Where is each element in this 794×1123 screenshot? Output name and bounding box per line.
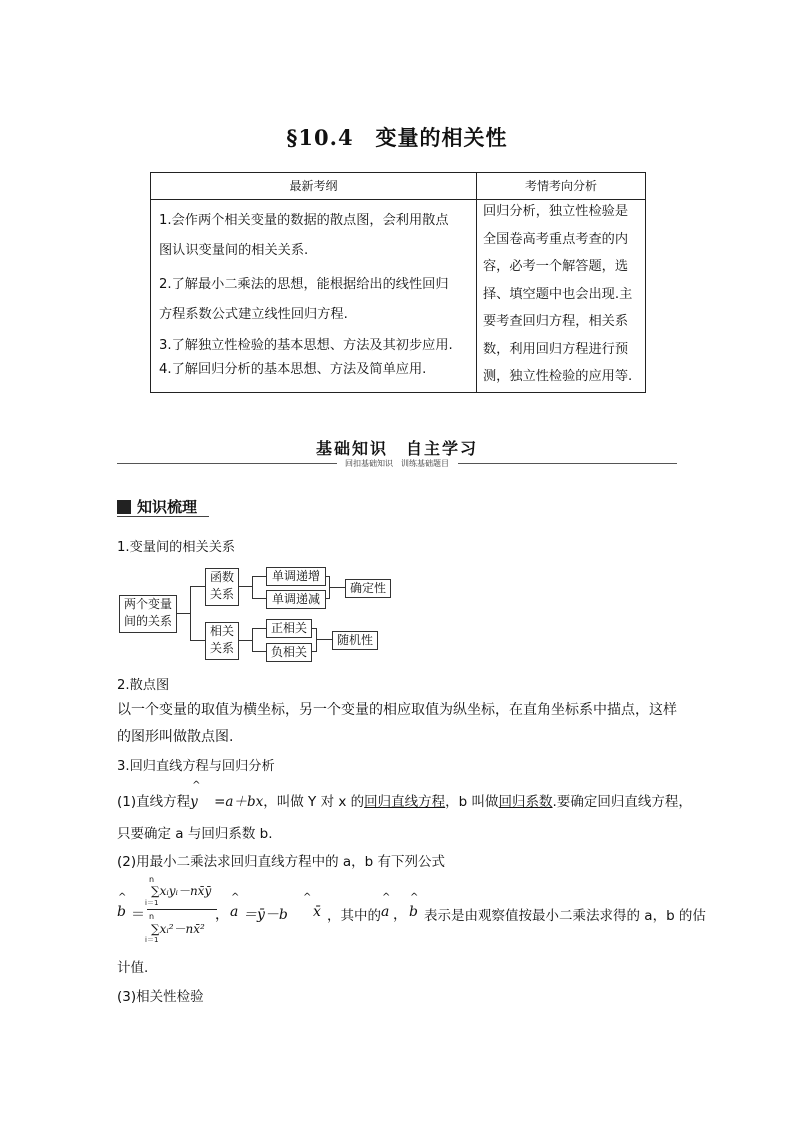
diagram-negative-correlation: 负相关 xyxy=(266,643,312,662)
table-header-outline: 最新考纲 xyxy=(289,179,338,193)
least-squares-formula xyxy=(117,874,706,944)
fraction-bar xyxy=(147,909,217,910)
diagram-connector xyxy=(190,640,205,641)
sum-lower: i＝1 xyxy=(145,936,159,944)
fraction-denominator: ∑xᵢ²－nx̄² xyxy=(151,922,205,936)
punctuation: ， xyxy=(393,907,407,923)
text-run: ，b 叫做 xyxy=(445,794,499,810)
section-subtitle-text: 回扣基础知识 训练基础题目 xyxy=(339,459,455,468)
sum-upper: n xyxy=(149,875,155,884)
subsection-heading: 3.回归直线方程与回归分析 xyxy=(117,759,275,774)
underlined-term: 回归直线方程 xyxy=(364,794,446,810)
diagram-node-line: 关系 xyxy=(209,641,234,655)
diagram-node-line: 函数 xyxy=(209,570,234,584)
outline-item: 图认识变量间的相关关系. xyxy=(159,243,309,258)
math-var: a xyxy=(381,904,390,920)
paragraph-regression-line xyxy=(117,780,692,810)
outline-item: 方程系数公式建立线性回归方程. xyxy=(159,307,348,322)
analysis-line: 全国卷高考重点考查的内 xyxy=(483,231,629,247)
math-expression: =a＋bx xyxy=(214,794,264,810)
sum-lower: i＝1 xyxy=(145,899,159,907)
analysis-line: 容，必考一个解答题，选 xyxy=(483,259,629,274)
subsection-heading: 1.变量间的相关关系 xyxy=(117,540,236,555)
diagram-connector xyxy=(190,586,205,587)
paragraph-line: 的图形叫做散点图. xyxy=(117,729,234,745)
diagram-connector xyxy=(252,576,266,577)
knowledge-header-label: 知识梳理 xyxy=(137,498,198,516)
table-divider xyxy=(476,173,477,392)
underlined-term: 回归系数 xyxy=(498,794,553,810)
outline-table xyxy=(150,172,646,393)
diagram-correlation-relation xyxy=(205,622,239,660)
hat-mark: ^ xyxy=(118,892,127,903)
paragraph-line: (3)相关性检验 xyxy=(117,989,204,1005)
diagram-root xyxy=(119,595,177,633)
diagram-random: 随机性 xyxy=(332,631,378,650)
diagram-connector xyxy=(317,639,332,640)
text-run: (1)直线方程 xyxy=(117,794,191,810)
diagram-connector xyxy=(252,628,266,629)
hat-mark: ^ xyxy=(382,892,391,903)
knowledge-header-rule xyxy=(117,516,209,517)
diagram-function-relation xyxy=(205,568,239,606)
hat-mark: ^ xyxy=(410,892,419,903)
section-title: 基础知识 自主学习 xyxy=(315,439,478,458)
fraction-numerator: ∑xᵢyᵢ－nx̄ȳ xyxy=(151,884,212,898)
math-var: b xyxy=(409,904,418,920)
section-subtitle xyxy=(0,458,794,469)
outline-item: 2.了解最小二乘法的思想，能根据给出的线性回归 xyxy=(159,277,449,292)
outline-item: 4.了解回归分析的基本思想、方法及简单应用. xyxy=(159,362,427,377)
analysis-line: 数，利用回归方程进行预 xyxy=(483,341,629,357)
diagram-connector xyxy=(238,586,252,587)
paragraph-line: 以一个变量的取值为横坐标，另一个变量的相应取值为纵坐标，在直角坐标系中描点，这样 xyxy=(117,702,677,718)
diagram-positive-correlation: 正相关 xyxy=(266,619,312,638)
math-var: b xyxy=(117,904,126,920)
knowledge-header xyxy=(117,496,197,517)
diagram-connector xyxy=(330,587,345,588)
analysis-line: 测，独立性检验的应用等. xyxy=(483,369,633,384)
text-run: .要确定回归直线方程， xyxy=(552,794,692,810)
math-var: a xyxy=(230,904,239,920)
diagram-connector xyxy=(252,651,266,652)
paragraph-line: (2)用最小二乘法求回归直线方程中的 a，b 有下列公式 xyxy=(117,854,446,870)
diagram-connector xyxy=(238,640,252,641)
diagram-deterministic: 确定性 xyxy=(345,579,391,598)
diagram-root-line: 间的关系 xyxy=(123,614,172,628)
diagram-bracket xyxy=(252,628,253,651)
diagram-monotone-increasing: 单调递增 xyxy=(266,567,326,586)
diagram-monotone-decreasing: 单调递减 xyxy=(266,590,326,609)
punctuation: ， xyxy=(215,907,229,923)
math-expression: ＝ȳ－b xyxy=(243,907,288,923)
math-var: y xyxy=(190,794,198,810)
page-title: §10.4 变量的相关性 xyxy=(286,125,508,150)
diagram-node-line: 相关 xyxy=(209,624,234,638)
text-run: ，叫做 Y 对 x 的 xyxy=(263,794,365,810)
diagram-connector xyxy=(252,598,266,599)
math-expression: x̄ xyxy=(313,904,321,920)
hat-mark: ^ xyxy=(231,892,240,903)
analysis-line: 择、填空题中也会出现.主 xyxy=(483,286,633,302)
diagram-root-line: 两个变量 xyxy=(123,597,172,611)
diagram-bracket xyxy=(252,576,253,598)
text-run: ，其中的 xyxy=(327,908,381,924)
analysis-line: 要考查回归方程，相关系 xyxy=(483,314,629,329)
diagram-bracket xyxy=(316,628,317,652)
fraction xyxy=(147,874,337,944)
analysis-text xyxy=(483,198,641,391)
diagram-connector xyxy=(176,613,190,614)
outline-item: 3.了解独立性检验的基本思想、方法及其初步应用. xyxy=(159,338,453,353)
table-header-analysis: 考情考向分析 xyxy=(524,179,597,193)
sum-upper: n xyxy=(149,912,155,921)
diagram-node-line: 关系 xyxy=(209,587,234,601)
paragraph-line: 只要确定 a 与回归系数 b. xyxy=(117,826,273,842)
hat-mark: ^ xyxy=(303,892,312,903)
y-hat-symbol xyxy=(190,780,214,810)
subsection-heading: 2.散点图 xyxy=(117,678,170,693)
hat-mark: ^ xyxy=(192,780,201,791)
diagram-bracket xyxy=(190,586,191,640)
paragraph-line: 计值. xyxy=(117,960,149,976)
outline-item: 1.会作两个相关变量的数据的散点图，会利用散点 xyxy=(159,213,449,228)
text-run: 表示是由观察值按最小二乘法求得的 a，b 的估 xyxy=(424,908,706,924)
square-bullet-icon xyxy=(117,500,131,514)
analysis-line: 回归分析，独立性检验是 xyxy=(483,204,629,219)
math-operator: ＝ xyxy=(131,907,145,923)
